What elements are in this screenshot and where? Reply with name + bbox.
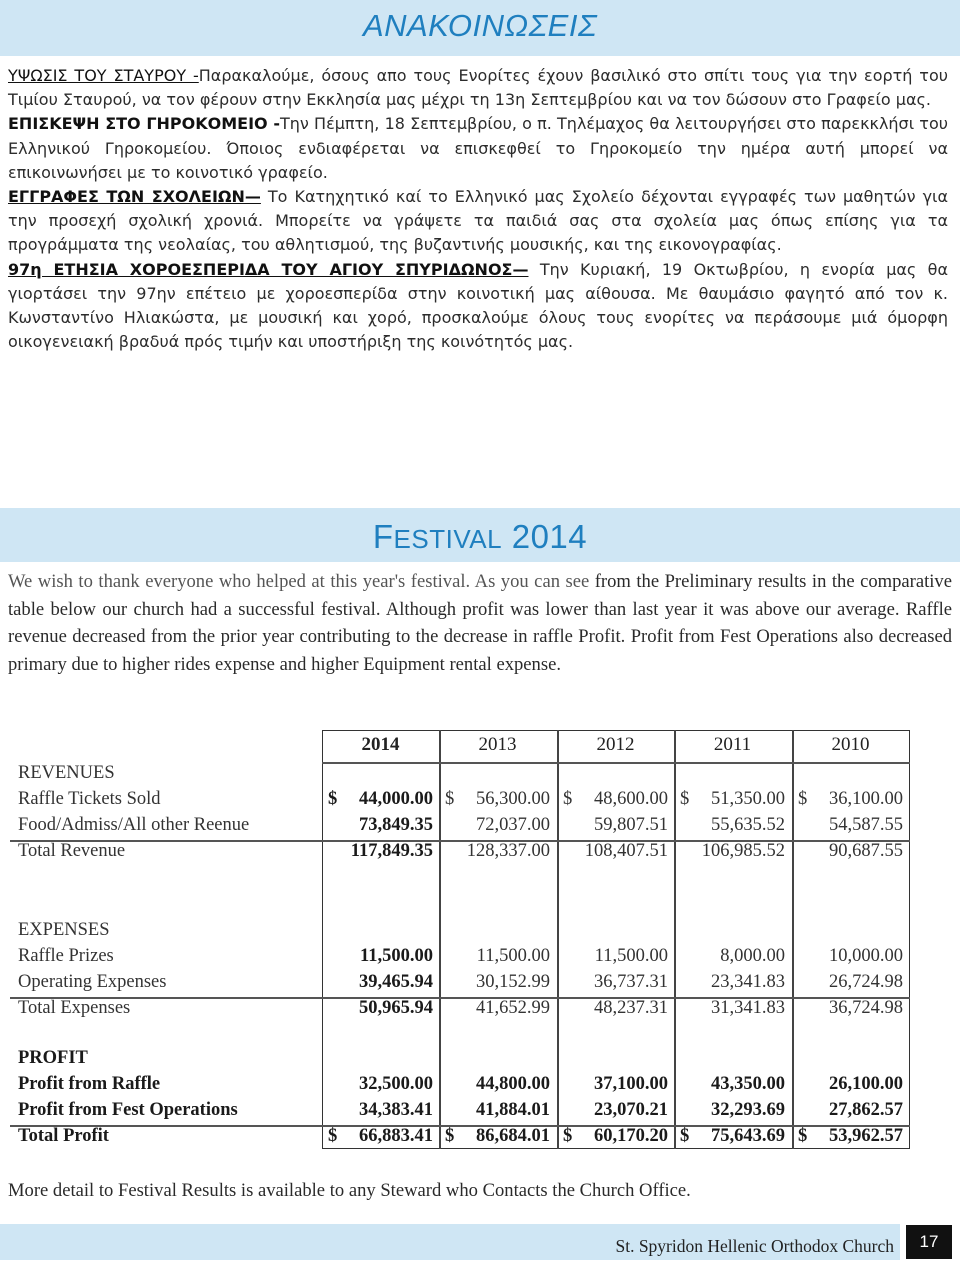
row-label: Profit from Raffle	[18, 1074, 161, 1094]
announcement-text: Το Κατηχητικό καί το Ελληνικό μας Σχολείο δέχονται εγγραφές των μαθητών για την προσεχή σχολική χρονιά. Μπορείτε να γράψετε τα παιδιά σας στα σχολεία μας όπως επίσης για τα προγράμματα της νεολαίας, του αθλητισμού, της βυζαντινής μουσικής, και της εικονογραφίας.	[8, 187, 949, 255]
table-cell: $ 56,300.00	[445, 789, 550, 809]
row-label: Raffle Tickets Sold	[18, 789, 161, 809]
table-cell: $ 48,600.00	[563, 789, 668, 809]
announcements-body	[8, 64, 948, 354]
festival-title-rest: ESTIVAL	[393, 524, 503, 554]
table-cell: 90,687.55	[829, 841, 903, 861]
row-label: Raffle Prizes	[18, 946, 114, 966]
header-rule	[322, 762, 910, 764]
table-cell: 8,000.00	[720, 946, 785, 966]
festival-intro	[8, 568, 952, 678]
festival-intro-lead: We wish to thank everyone who helped at this year's festival. As you can see	[8, 571, 595, 592]
announcement-text: Την Πέμπτη, 18 Σεπτεμβρίου, ο π. Τηλέμαχος θα λειτουργήσει στο παρεκκλήσι του Ελληνικού Γηροκομείου. Όποιος ενδιαφέρεται να επισκεφθεί το Γηροκομείο την ημέρα αυτή μπορεί να επικοινωνήσει με το κοινοτικό γραφείο.	[8, 114, 948, 182]
table-cell: 11,500.00	[594, 946, 668, 966]
festival-title-year: 2014	[511, 518, 588, 555]
announcement-item	[8, 112, 948, 185]
table-cell: 50,965.94	[359, 998, 433, 1018]
table-cell: 26,100.00	[829, 1074, 903, 1094]
table-cell: 37,100.00	[594, 1074, 668, 1094]
row-label: Total Profit	[18, 1126, 109, 1146]
table-cell: 48,237.31	[594, 998, 668, 1018]
table-cell: 44,800.00	[476, 1074, 550, 1094]
festival-title	[0, 518, 960, 556]
table-cell: $ 44,000.00	[328, 789, 433, 809]
announcement-heading: 97η ΕΤΗΣΙΑ ΧΟΡΟΕΣΠΕΡΙΔΑ ΤΟΥ ΑΓΙΟΥ ΣΠΥΡΙΔΩΝΟΣ—	[8, 259, 529, 279]
table-cell: 41,652.99	[476, 998, 550, 1018]
table-cell: 23,070.21	[594, 1100, 668, 1120]
announcement-text: Παρακαλούμε, όσους απο τους Ενορίτες έχουν βασιλικό στο σπίτι τους για την εορτή του Τιμίου Σταυρού, να τον φέρουν στην Εκκλησία μας μέχρι τη 13η Σεπτεμβρίου και να τον δώσουν στο Γραφείο μας.	[8, 66, 948, 110]
table-cell: 10,000.00	[829, 946, 903, 966]
table-cell: 26,724.98	[829, 972, 903, 992]
table-cell: 31,341.83	[711, 998, 785, 1018]
announcement-item	[8, 64, 948, 112]
table-cell: 39,465.94	[359, 972, 433, 992]
table-cell: 11,500.00	[360, 946, 433, 966]
column-divider	[557, 730, 559, 1149]
row-label: Operating Expenses	[18, 972, 167, 992]
year-header: 2010	[831, 734, 870, 755]
table-cell: 34,383.41	[359, 1100, 433, 1120]
section-title: EXPENSES	[18, 920, 110, 940]
page-footer	[0, 1224, 960, 1269]
table-cell: 30,152.99	[476, 972, 550, 992]
announcement-item	[8, 258, 948, 355]
column-divider	[439, 730, 441, 1149]
festival-title-initial: F	[372, 518, 394, 555]
table-cell: 32,293.69	[711, 1100, 785, 1120]
row-label: Total Revenue	[18, 841, 126, 861]
table-cell: 106,985.52	[701, 841, 785, 861]
table-cell: $ 36,100.00	[798, 789, 903, 809]
announcement-heading: ΥΨΩΣΙΣ ΤΟΥ ΣΤΑΥΡΟΥ -	[8, 66, 199, 85]
announcement-item	[8, 185, 948, 258]
table-cell: 11,500.00	[476, 946, 550, 966]
column-divider	[674, 730, 676, 1149]
festival-footnote: More detail to Festival Results is available to any Steward who Contacts the Church Office.	[8, 1180, 691, 1201]
row-label: Food/Admiss/All other Reenue	[18, 815, 250, 835]
announcement-heading: ΕΠΙΣΚΕΨΗ ΣΤΟ ΓΗΡΟΚΟΜΕΙΟ -	[8, 114, 280, 134]
festival-results-table	[10, 730, 910, 1150]
section-title: REVENUES	[18, 763, 115, 783]
table-cell: $ 60,170.20	[563, 1126, 668, 1146]
announcement-text: Την Κυριακή, 19 Οκτωβρίου, η ενορία μας θα γιορτάσει την 97ην επέτειο με χοροεσπερίδα στην κοινοτική μας αίθουσα. Με θαυμάσιο φαγητό από τον κ. Κωνσταντίνο Ηλιακώστα, με μουσική και χορό, προσκαλούμε όλους τους ενορίτες να περάσουμε μιά όμορφη οικογενειακή βραδυά πρός τιμήν και υποστήριξη της κοινότητός μας.	[8, 259, 948, 352]
year-header: 2012	[596, 734, 635, 755]
table-cell: $ 75,643.69	[680, 1126, 785, 1146]
row-label: Profit from Fest Operations	[18, 1100, 238, 1120]
year-header: 2011	[713, 734, 752, 755]
announcements-header	[0, 0, 960, 56]
table-cell: 55,635.52	[711, 815, 785, 835]
announcements-title: ΑΝΑΚΟΙΝΩΣΕΙΣ	[362, 8, 598, 43]
table-cell: 128,337.00	[466, 841, 550, 861]
footer-church-name: St. Spyridon Hellenic Orthodox Church	[615, 1236, 894, 1256]
table-cell: $ 53,962.57	[798, 1126, 903, 1146]
table-cell: 72,037.00	[476, 815, 550, 835]
table-cell: $ 51,350.00	[680, 789, 785, 809]
festival-header	[0, 508, 960, 562]
column-divider	[792, 730, 794, 1149]
table-cell: $ 66,883.41	[328, 1126, 433, 1146]
announcement-heading: ΕΓΓΡΑΦΕΣ ΤΩΝ ΣΧΟΛΕΙΩΝ—	[8, 187, 261, 207]
table-cell: $ 86,684.01	[445, 1126, 550, 1146]
table-cell: 73,849.35	[359, 815, 433, 835]
table-cell: 41,884.01	[476, 1100, 550, 1120]
year-header: 2014	[361, 734, 400, 755]
table-cell: 59,807.51	[594, 815, 668, 835]
section-title: PROFIT	[18, 1048, 88, 1068]
table-cell: 54,587.55	[829, 815, 903, 835]
page-number: 17	[906, 1225, 952, 1259]
table-cell: 36,724.98	[829, 998, 903, 1018]
table-cell: 43,350.00	[711, 1074, 785, 1094]
table-cell: 32,500.00	[359, 1074, 433, 1094]
table-cell: 108,407.51	[584, 841, 668, 861]
row-label: Total Expenses	[18, 998, 131, 1018]
table-cell: 23,341.83	[711, 972, 785, 992]
festival-intro-text: from the Preliminary results in the comparative table below our church had a successful festival. Although profit was lower than last year it was above our average. Raffle revenue decreased from the prior year contributing to the decrease in raffle Profit. Profit from Fest Operations also decreased primary due to higher rides expense and higher Equipment rental expense.	[8, 571, 952, 675]
year-header: 2013	[478, 734, 517, 755]
table-cell: 27,862.57	[829, 1100, 903, 1120]
table-cell: 117,849.35	[350, 841, 433, 861]
table-cell: 36,737.31	[594, 972, 668, 992]
